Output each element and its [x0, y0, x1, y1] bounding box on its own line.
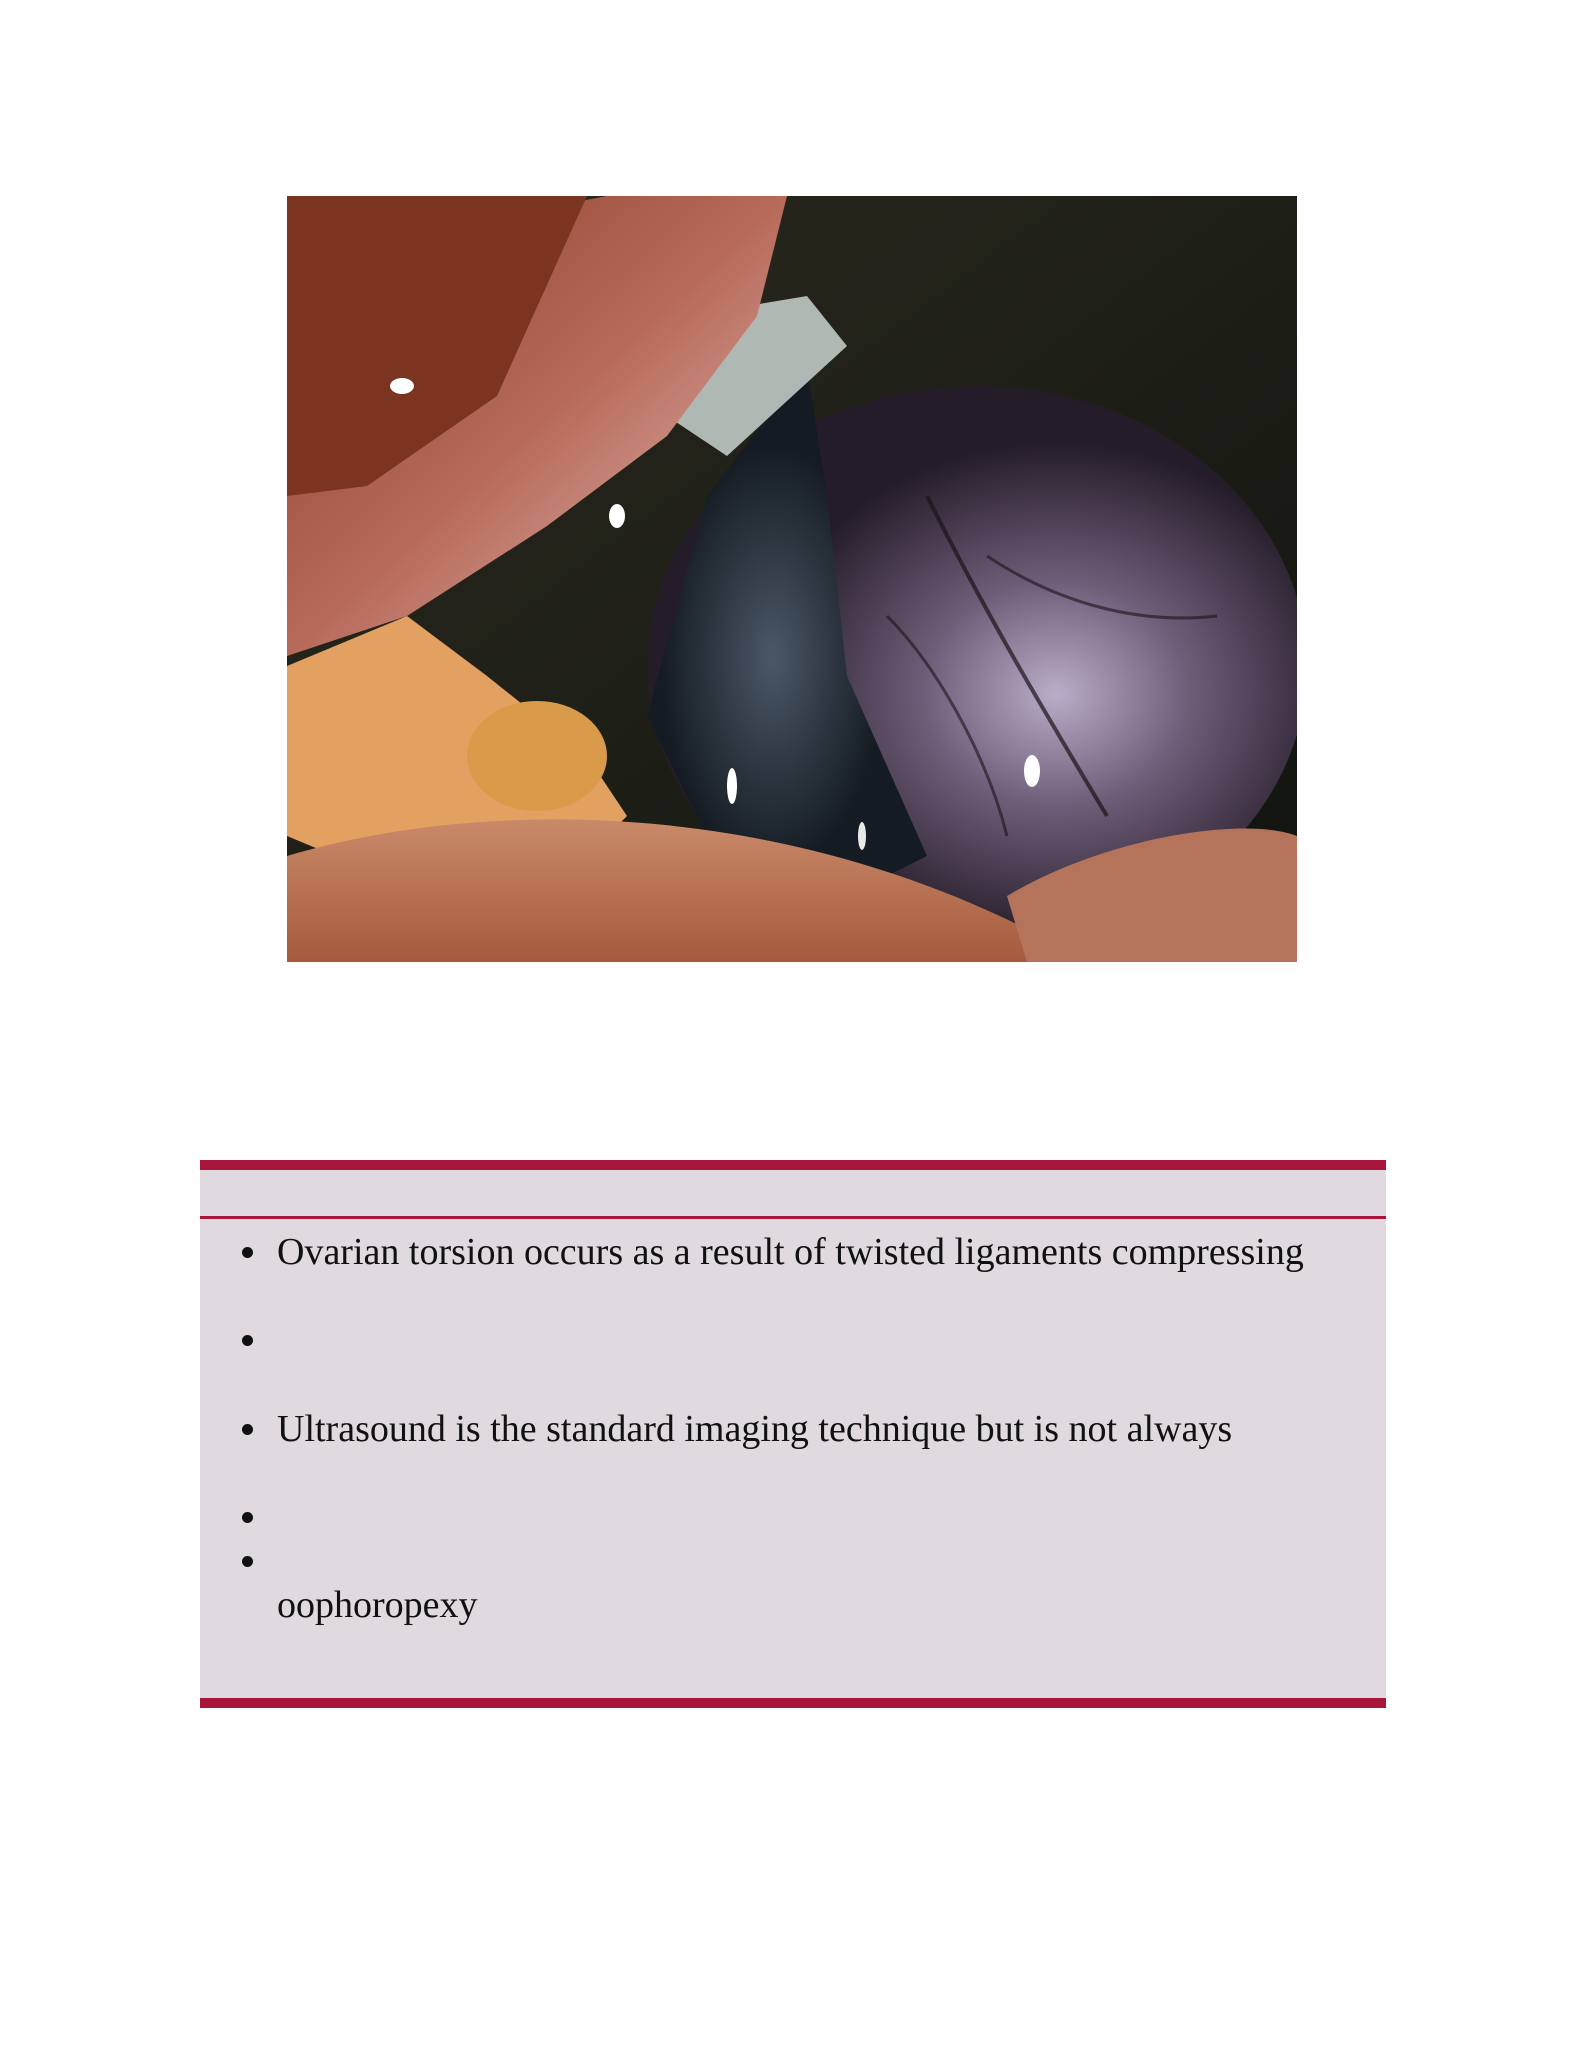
bottom-rule: [200, 1698, 1386, 1708]
bullet-icon: [242, 1247, 253, 1258]
laparoscopic-photo: [287, 196, 1297, 962]
bullet-icon: [242, 1335, 253, 1346]
header-rule: [200, 1216, 1386, 1219]
bullet-text: oophoropexy: [277, 1584, 478, 1626]
bullet-text: Ovarian torsion occurs as a result of twisted ligaments compressing: [277, 1231, 1304, 1273]
bullet-text: Ultrasound is the standard imaging technique but is not always: [277, 1408, 1233, 1450]
bullet-icon: [242, 1424, 253, 1435]
top-rule: [200, 1160, 1386, 1170]
key-points-box: [200, 1160, 1386, 1708]
bullet-icon: [242, 1556, 253, 1567]
laparoscopic-view-icon: [287, 196, 1297, 962]
bullet-icon: [242, 1512, 253, 1523]
